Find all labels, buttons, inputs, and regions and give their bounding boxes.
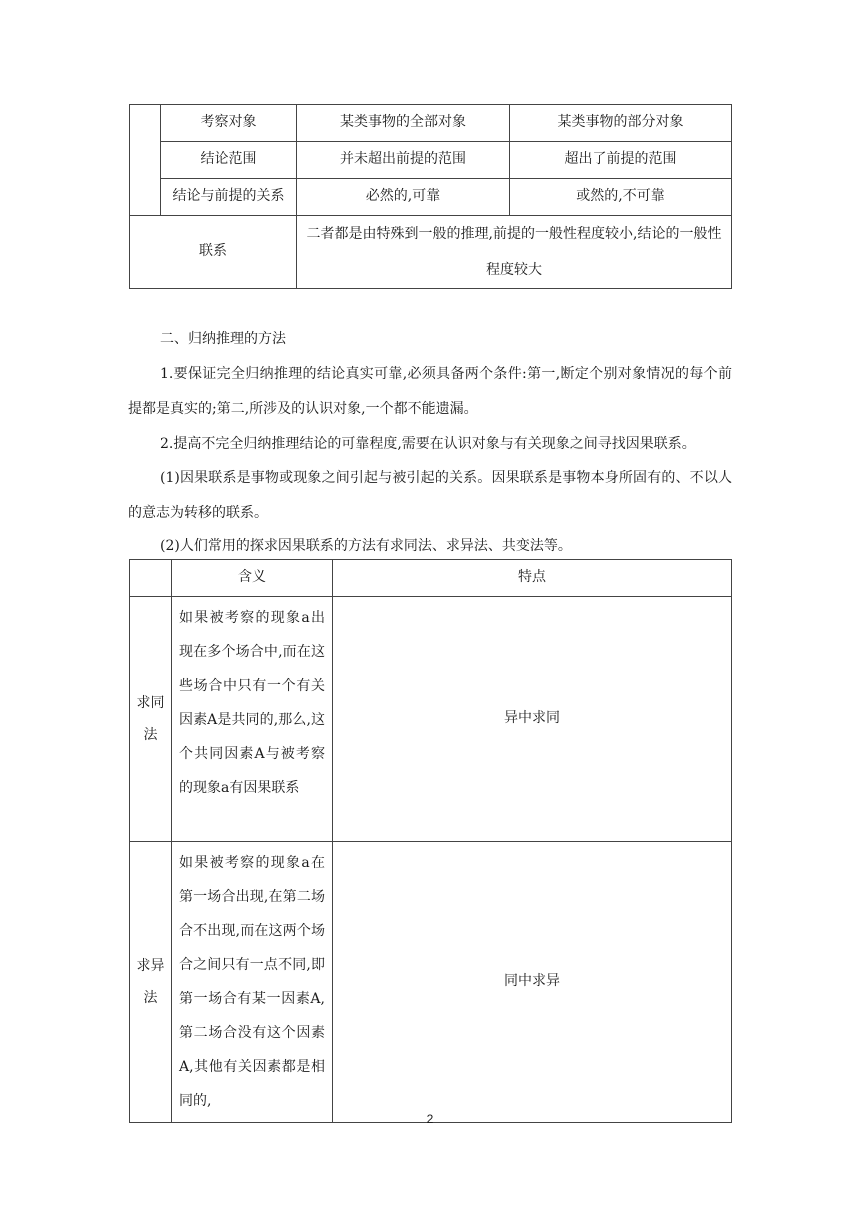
table-row [130, 142, 732, 179]
table-header-row [130, 560, 732, 597]
blank-cell [130, 105, 161, 216]
paragraph: (2)人们常用的探求因果联系的方法有求同法、求异法、共变法等。 [160, 538, 572, 554]
cell-incomplete: 超出了前提的范围 [510, 142, 732, 179]
table-row [130, 105, 732, 142]
paragraph: 2.提高不完全归纳推理结论的可靠程度,需要在认识对象与有关现象之间寻找因果联系。 [160, 436, 696, 452]
link-text: 二者都是由特殊到一般的推理,前提的一般性程度较小,结论的一般性程度较大 [297, 216, 732, 289]
cell-incomplete: 某类事物的部分对象 [510, 105, 732, 142]
method-feature: 同中求异 [333, 842, 732, 1123]
row-label: 结论范围 [161, 142, 297, 179]
method-name: 求同法 [130, 597, 172, 842]
table-row [130, 842, 732, 1123]
paragraph: 1.要保证完全归纳推理的结论真实可靠,必须具备两个条件:第一,断定个别对象情况的每个前提都是真实的;第二,所涉及的认识对象,一个都不能遗漏。 [128, 366, 732, 417]
paragraph: (1)因果联系是事物或现象之间引起与被引起的关系。因果联系是事物本身所固有的、不以人的意志为转移的联系。 [128, 470, 732, 521]
row-label: 结论与前提的关系 [161, 179, 297, 216]
method-name: 求异法 [130, 842, 172, 1123]
methods-table [129, 559, 732, 1123]
cell-complete: 必然的,可靠 [297, 179, 510, 216]
header-feature: 特点 [333, 560, 732, 597]
method-feature: 异中求同 [333, 597, 732, 842]
method-meaning: 如果被考察的现象a在第一场合出现,在第二场合不出现,而在这两个场合之间只有一点不同,即第一场合有某一因素A,第二场合没有这个因素A,其他有关因素都是相同的, [172, 842, 333, 1123]
header-meaning: 含义 [172, 560, 333, 597]
section-heading: 二、归纳推理的方法 [160, 331, 286, 347]
cell-complete: 并未超出前提的范围 [297, 142, 510, 179]
row-label: 考察对象 [161, 105, 297, 142]
table-row [130, 597, 732, 842]
method-meaning: 如果被考察的现象a出现在多个场合中,而在这些场合中只有一个有关因素A是共同的,那么,这个共同因素A与被考察的现象a有因果联系 [172, 597, 333, 842]
link-label: 联系 [130, 216, 297, 289]
cell-incomplete: 或然的,不可靠 [510, 179, 732, 216]
cell-complete: 某类事物的全部对象 [297, 105, 510, 142]
comparison-table [129, 104, 732, 289]
header-blank [130, 560, 172, 597]
table-row [130, 179, 732, 216]
table-row [130, 216, 732, 289]
page-number: 2 [426, 1112, 434, 1126]
